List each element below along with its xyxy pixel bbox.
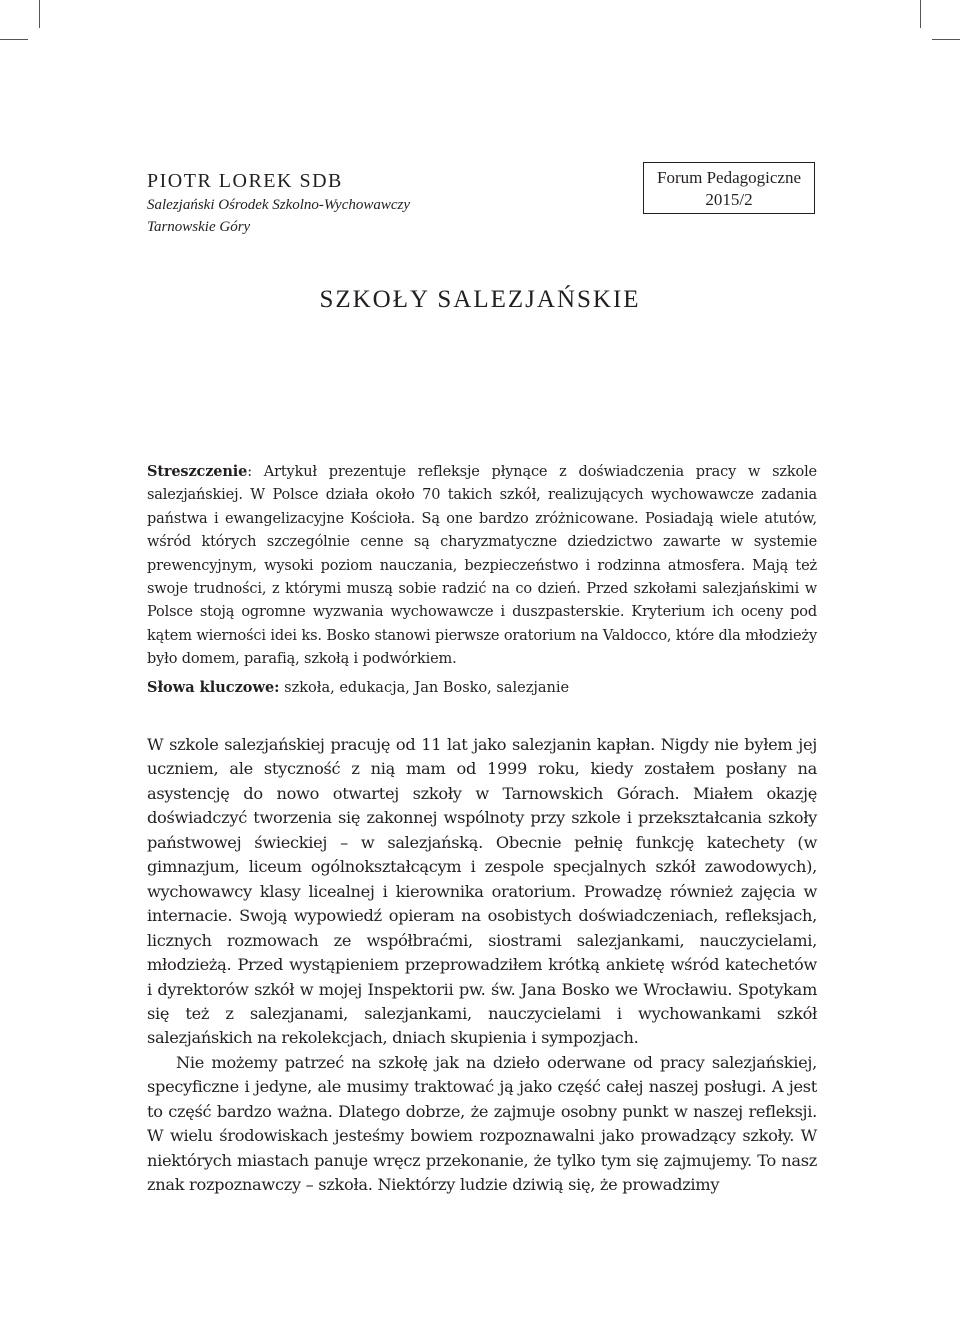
keywords-label: Słowa kluczowe: [147, 679, 280, 696]
journal-name: Forum Pedagogiczne [657, 168, 801, 187]
keywords-text: szkoła, edukacja, Jan Bosko, salezjanie [279, 680, 570, 696]
affiliation-line-1: Salezjański Ośrodek Szkolno-Wychowawczy [147, 197, 411, 213]
crop-mark-left-top [0, 39, 28, 40]
body-text [147, 733, 817, 1198]
author-block [147, 168, 410, 238]
keywords [147, 676, 817, 700]
abstract-text: : Artykuł prezentuje refleksje płynące z doświadczenia pracy w szkole salezjańskiej. W Polsce działa około 70 takich szkół, realizujących wychowawcze zadania państwa i ewangelizacyjne Kościoła. Są one bardzo zróżnicowane. Posiadają wiele atutów, wśród których szczególnie cenne są charyzmatyczne dziedzictwo zawarte w systemie prewencyjnym, wysoki poziom nauczania, bezpieczeństwo i rodzinna atmosfera. Mają też swoje trudności, z którymi muszą sobie radzić na co dzień. Przed szkołami salezjańskimi w Polsce stoją ogromne wyzwania wychowawcze i duszpasterskie. Kryterium ich oceny pod kątem wierności idei ks. Bosko stanowi pierwsze oratorium na Valdocco, które dla młodzieży było domem, parafią, szkołą i podwórkiem. [147, 464, 817, 668]
journal-issue: 2015/2 [705, 190, 753, 209]
crop-mark-right-top [932, 39, 960, 40]
journal-box [643, 162, 815, 214]
abstract [147, 460, 817, 672]
body-paragraph-2: Nie możemy patrzeć na szkołę jak na dzieło oderwane od pracy salezjańskiej, specyficzne i jedyne, ale musimy traktować ją jako część całej naszej posługi. A jest to część bardzo ważna. Dlatego dobrze, że zajmuje osobny punkt w naszej refleksji. W wielu środowiskach jesteśmy bowiem rozpoznawalni jako prowadzący szkoły. W niektórych miastach panuje wręcz przekonanie, że tylko tym się zajmujemy. To nasz znak rozpoznawczy – szkoła. Niektórzy ludzie dziwią się, że prowadzimy [147, 1052, 817, 1195]
abstract-label: Streszczenie [147, 463, 248, 480]
crop-mark-top-left [39, 0, 40, 28]
affiliation-line-2: Tarnowskie Góry [147, 219, 251, 235]
author-name: PIOTR LOREK SDB [147, 170, 343, 192]
body-paragraph-1: W szkole salezjańskiej pracuję od 11 lat jako salezjanin kapłan. Nigdy nie byłem jej uczniem, ale styczność z nią mam od 1999 roku, kiedy zostałem posłany na asystencję do nowo otwartej szkoły w Tarnowskich Górach. Miałem okazję doświadczyć tworzenia się zakonnej wspólnoty przy szkole i przekształcania szkoły państwowej świeckiej – w salezjańską. Obecnie pełnię funkcję katechety (w gimnazjum, liceum ogólnokształcącym i zespole specjalnych szkół zawodowych), wychowawcy klasy licealnej i kierownika oratorium. Prowadzę również zajęcia w internacie. Swoją wypowiedź opieram na osobistych doświadczeniach, refleksjach, licznych rozmowach ze współbraćmi, siostrami salezjankami, nauczycielami, młodzieżą. Przed wystąpieniem przeprowadziłem krótką ankietę wśród katechetów i dyrektorów szkół w mojej Inspektorii pw. św. Jana Bosko we Wrocławiu. Spotykam się też z salezjanami, salezjankami, nauczycielami i wychowankami szkół salezjańskich na rekolekcjach, dniach skupienia i sympozjach. [147, 735, 817, 1048]
crop-mark-top-right [920, 0, 921, 28]
article-title: SZKOŁY SALEZJAŃSKIE [319, 286, 641, 313]
